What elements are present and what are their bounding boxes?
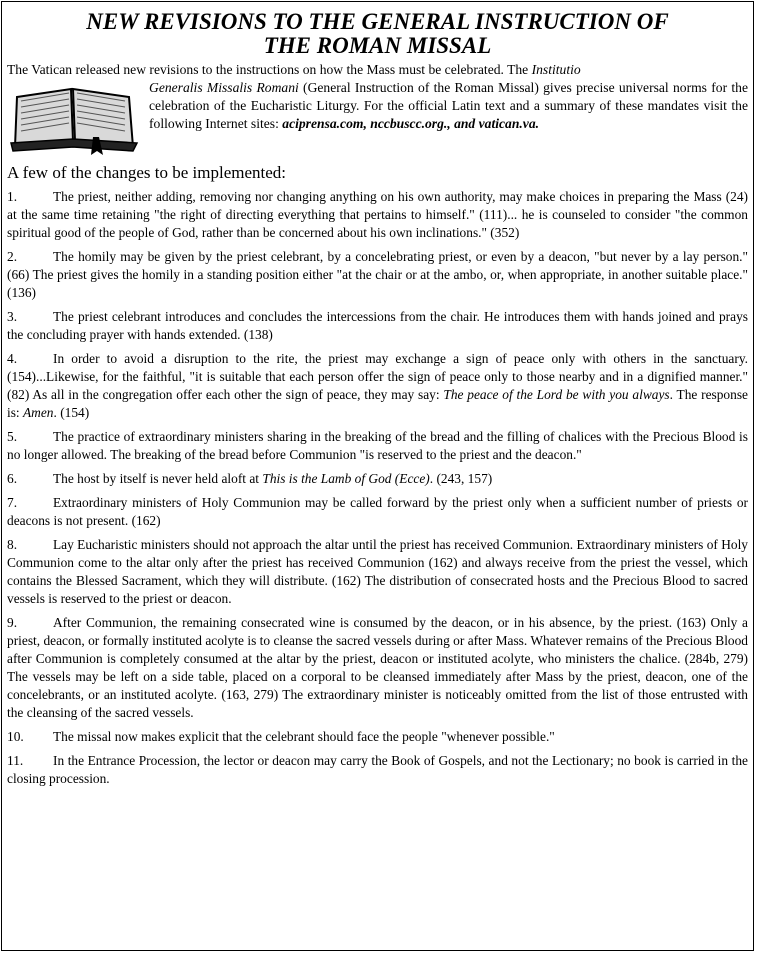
item-text: The homily may be given by the priest celebrant, by a concelebrating priest, or even by a deacon, "but never by a lay person." (66) The priest gives the homily in a standing position either "at the chair or at the ambo, or, when appropriate, in another suitable place." (136) [7, 249, 748, 300]
item-text: The priest celebrant introduces and concludes the intercessions from the chair. He introduces them with hands joined and prays the concluding prayer with hands extended. (138) [7, 309, 748, 342]
item-text: . (154) [53, 405, 90, 420]
item-italic: This is the Lamb of God (Ecce) [262, 471, 430, 486]
item-number: 9. [7, 615, 18, 630]
list-item [7, 470, 748, 488]
item-number: 10. [7, 729, 24, 744]
list-item [7, 428, 748, 464]
document-page [1, 1, 754, 951]
intro-first-line [7, 61, 748, 79]
item-text: . The response is: [7, 387, 748, 420]
item-text: . (243, 157) [429, 471, 493, 486]
title-line-1: NEW REVISIONS TO THE GENERAL INSTRUCTION OF [86, 9, 669, 34]
intro-first-italic: Institutio [531, 62, 581, 77]
item-number: 6. [7, 471, 18, 486]
intro-rest [149, 79, 748, 155]
title-line-2: THE ROMAN MISSAL [263, 33, 492, 58]
item-number: 2. [7, 249, 18, 264]
item-text: Lay Eucharistic ministers should not approach the altar until the priest has received Communion. Extraordinary ministers of Holy Communion come to the altar only after the priest has received Communion (162) and always receive from the priest the vessel, which contains the Blessed Sacrament, which they will distribute. (162) The distribution of consecrated hosts and the Precious Blood to sacred vessels is reserved to the priest or deacon. [7, 537, 748, 606]
document-title [7, 10, 748, 58]
item-number: 8. [7, 537, 18, 552]
intro-paragraph [7, 61, 748, 155]
item-italic: Amen [23, 405, 54, 420]
list-item [7, 536, 748, 608]
item-text: In the Entrance Procession, the lector or deacon may carry the Book of Gospels, and not the Lectionary; no book is carried in the closing procession. [7, 753, 748, 786]
item-text: The missal now makes explicit that the celebrant should face the people "whenever possible." [53, 729, 555, 744]
list-item [7, 494, 748, 530]
item-number: 5. [7, 429, 18, 444]
list-item [7, 350, 748, 422]
item-number: 4. [7, 351, 18, 366]
item-text: The priest, neither adding, removing nor changing anything on his own authority, may make choices in preparing the Mass (24) at the same time retaining "the right of directing everything that pertains to himself." (111)... he is counseled to consider "the common spiritual good of the people of God, rather than be concerned about his own inclinations." (352) [7, 189, 748, 240]
subheading: A few of the changes to be implemented: [7, 163, 286, 182]
list-item [7, 728, 748, 746]
item-text: In order to avoid a disruption to the rite, the priest may exchange a sign of peace only with others in the sanctuary. (154)...Likewise, for the faithful, "it is suitable that each person offer the sign of peace only to those nearby and in a dignified manner." (82) As all in the congregation offer each other the sign of peace, they may say: [7, 351, 748, 402]
list-item [7, 188, 748, 242]
open-book-icon [7, 79, 141, 155]
item-italic: The peace of the Lord be with you always [443, 387, 670, 402]
intro-sites: aciprensa.com, nccbuscc.org., and vatican.va. [282, 116, 540, 131]
intro-first-text: The Vatican released new revisions to the instructions on how the Mass must be celebrated. The [7, 62, 532, 77]
item-text: After Communion, the remaining consecrated wine is consumed by the deacon, or in his absence, by the priest. (163) Only a priest, deacon, or formally instituted acolyte is to cleanse the sacred vessels during or after Mass. Whatever remains of the Precious Blood after Communion is completely consumed at the altar by the priest, deacon or instituted acolyte, who ministers the chalice. (284b, 279) The vessels may be left on a side table, placed on a corporal to be cleansed immediately after Mass by the priest, deacon, one of the concelebrants, or an instituted acolyte. (163, 279) The extraordinary minister is noticeably omitted from the list of those entrusted with the cleansing of the sacred vessels. [7, 615, 748, 720]
item-number: 7. [7, 495, 18, 510]
item-text: The practice of extraordinary ministers sharing in the breaking of the bread and the filling of chalices with the Precious Blood is no longer allowed. The breaking of the bread before Communion "is reserved to the priest and the deacon." [7, 429, 748, 462]
item-text: Extraordinary ministers of Holy Communion may be called forward by the priest only when a sufficient number of priests or deacons is not present. (162) [7, 495, 748, 528]
item-text: The host by itself is never held aloft at [53, 471, 263, 486]
list-item [7, 248, 748, 302]
item-number: 1. [7, 189, 18, 204]
list-item [7, 752, 748, 788]
item-number: 3. [7, 309, 18, 324]
item-number: 11. [7, 753, 24, 768]
list-item [7, 614, 748, 722]
intro-rest-text: (General Instruction of the Roman Missal) gives precise universal norms for the celebration of the Eucharistic Liturgy. For the official Latin text and a summary of these mandates visit the following Internet sites: [149, 80, 748, 131]
intro-rest-italic: Generalis Missalis Romani [149, 80, 299, 95]
list-item [7, 308, 748, 344]
changes-list [7, 188, 748, 788]
